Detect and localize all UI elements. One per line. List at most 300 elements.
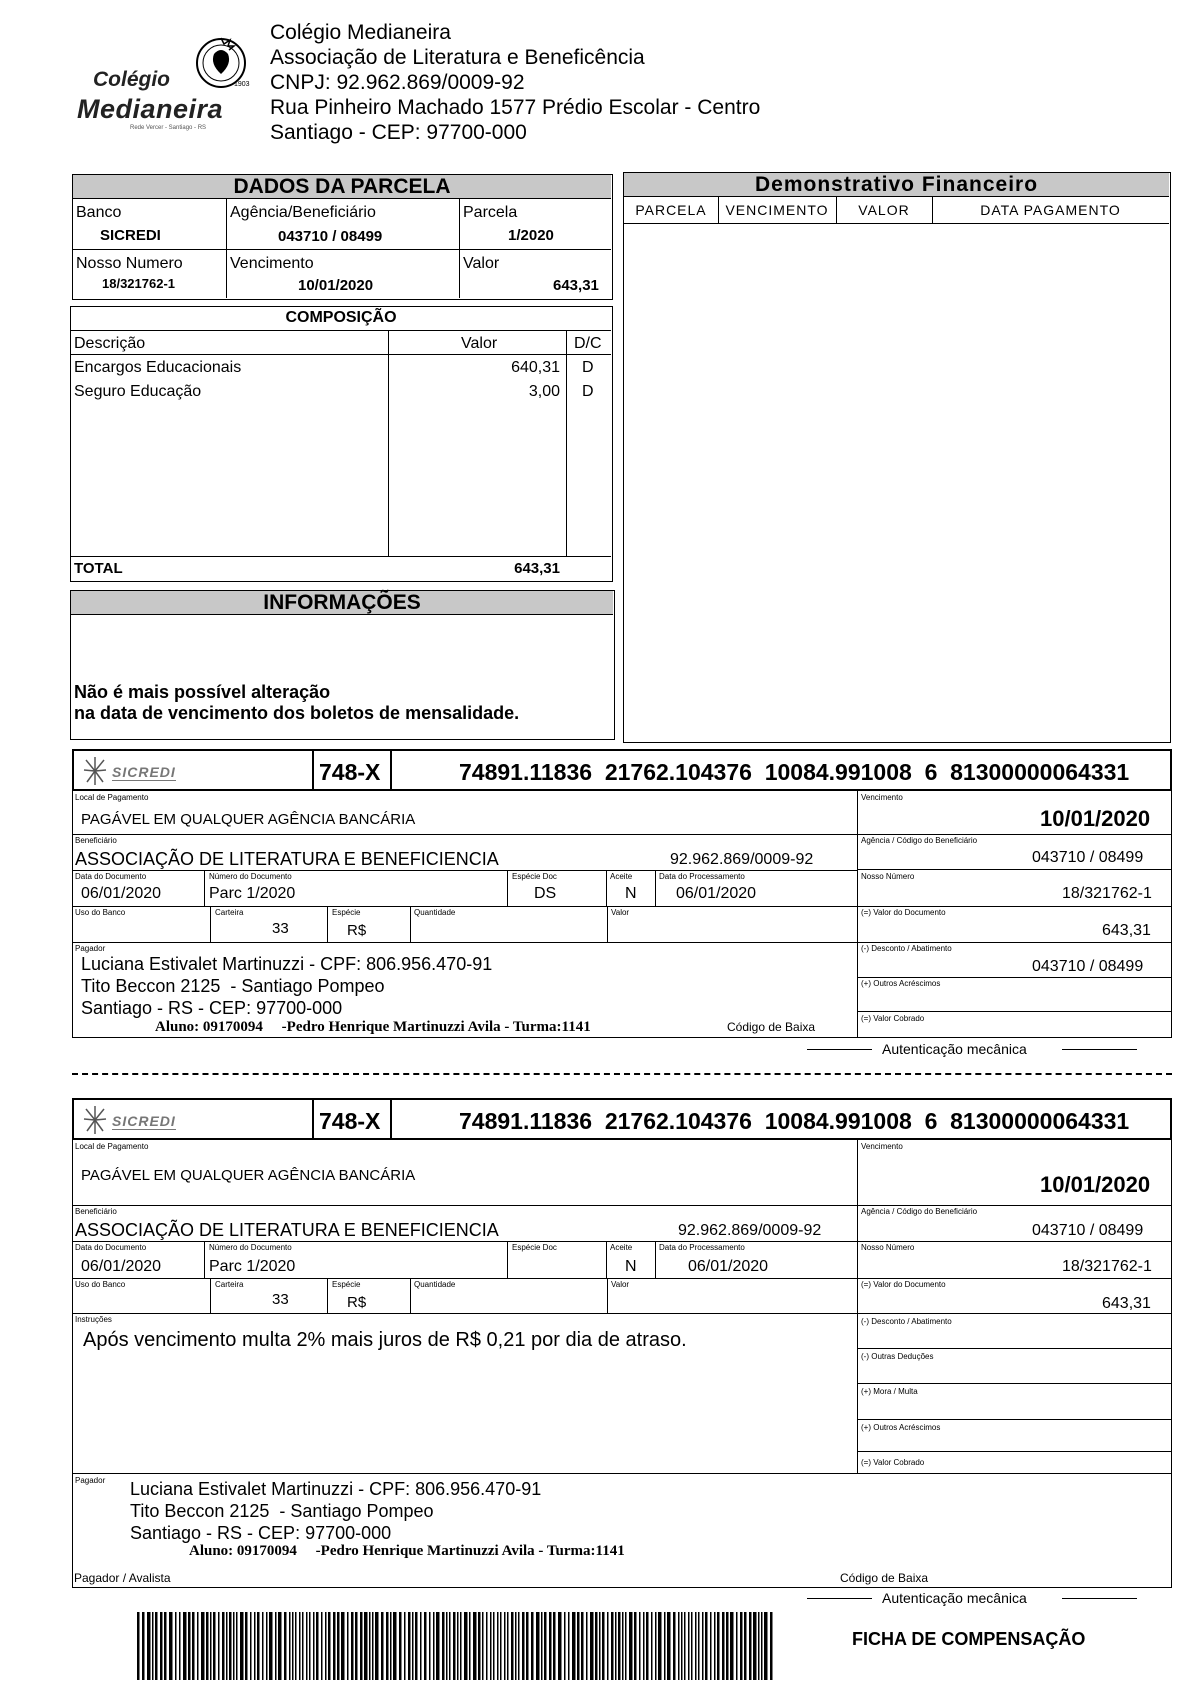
pagador-line2: Tito Beccon 2125 - Santiago Pompeo: [81, 976, 385, 996]
col-vencimento: VENCIMENTO: [725, 202, 829, 218]
barcode-bar: [515, 1612, 517, 1680]
barcode-bar: [722, 1612, 725, 1680]
banco-label: Banco: [76, 204, 122, 221]
pagador-avalista: Pagador / Avalista: [74, 1571, 171, 1585]
barcode-bar: [531, 1612, 534, 1680]
carteira-label: Carteira: [215, 1280, 244, 1289]
agencia-value: 043710 / 08499: [1032, 1222, 1144, 1239]
valor-cobrado-label: (=) Valor Cobrado: [861, 1458, 925, 1467]
barcode-bar: [658, 1612, 662, 1680]
barcode-bar: [549, 1612, 552, 1680]
autenticacao-label: Autenticação mecânica: [882, 1590, 1027, 1606]
logo-small: Rede Vercer - Santiago - RS: [130, 125, 207, 131]
outros-acresc-label: (+) Outros Acréscimos: [861, 979, 941, 988]
barcode-bar: [429, 1612, 431, 1680]
barcode-bar: [169, 1612, 173, 1680]
barcode-bar: [250, 1612, 252, 1680]
barcode-bar: [753, 1612, 757, 1680]
barcode-bar: [155, 1612, 158, 1680]
uso-label: Uso do Banco: [75, 908, 126, 917]
composicao-box: [70, 306, 613, 582]
cut-line: [72, 1073, 1172, 1075]
barcode-bar: [651, 1612, 653, 1680]
barcode-bar: [681, 1612, 683, 1680]
col-parcela: PARCELA: [635, 202, 707, 218]
barcode-bar: [586, 1612, 588, 1680]
barcode-bar: [595, 1612, 598, 1680]
boleto-ficha: [72, 1098, 1172, 1694]
data-proc-value: 06/01/2020: [676, 885, 757, 902]
especie-label: Espécie: [332, 1280, 361, 1289]
bank-code: 748-X: [319, 759, 381, 785]
nosso-value: 18/321762-1: [1062, 885, 1152, 902]
col-dc: D/C: [574, 335, 602, 352]
aceite-label: Aceite: [610, 872, 633, 881]
pagador-line1: Luciana Estivalet Martinuzzi - CPF: 806.956.470-91: [130, 1479, 542, 1499]
barcode-bar: [599, 1612, 601, 1680]
barcode-bar: [607, 1612, 609, 1680]
especie-doc-label: Espécie Doc: [512, 1243, 557, 1252]
barcode-bar: [473, 1612, 477, 1680]
table-row: [71, 359, 611, 381]
barcode-bar: [206, 1612, 209, 1680]
barcode-bar: [197, 1612, 199, 1680]
barcode-bar: [316, 1612, 319, 1680]
barcode-bar: [544, 1612, 547, 1680]
barcode-bar: [507, 1612, 509, 1680]
barcode-bar: [518, 1612, 520, 1680]
barcode-bar: [625, 1612, 627, 1680]
data-proc-label: Data do Processamento: [659, 1243, 745, 1252]
barcode-bar: [564, 1612, 566, 1680]
barcode-bar: [236, 1612, 238, 1680]
agencia-value: 043710 / 08499: [1032, 849, 1144, 866]
especie-label: Espécie: [332, 908, 361, 917]
ficha-compensacao-title: FICHA DE COMPENSAÇÃO: [852, 1629, 1086, 1649]
barcode-bar: [210, 1612, 212, 1680]
barcode-bar: [622, 1612, 624, 1680]
barcode-bar: [222, 1612, 225, 1680]
boleto-recibo: [72, 749, 1172, 1055]
barcode-bar: [299, 1612, 301, 1680]
valor-cobrado-label: (=) Valor Cobrado: [861, 1014, 925, 1023]
barcode-bar: [688, 1612, 690, 1680]
logo-line1: Colégio: [93, 68, 170, 91]
school-logo: [75, 32, 265, 132]
barcode-bar: [602, 1612, 605, 1680]
barcode-bar: [152, 1612, 154, 1680]
pagador-label: Pagador: [75, 944, 106, 953]
barcode-bar: [341, 1612, 345, 1680]
mora-label: (+) Mora / Multa: [861, 1387, 918, 1396]
barcode-bar: [684, 1612, 686, 1680]
especie-doc-label: Espécie Doc: [512, 872, 557, 881]
demonstrativo-title: Demonstrativo Financeiro: [624, 173, 1169, 197]
linha-digitavel: 74891.11836 21762.104376 10084.991008 6 81300000064331: [459, 759, 1130, 785]
parcela-label: Parcela: [463, 204, 518, 221]
venc-value: 10/01/2020: [1040, 806, 1151, 831]
benef-cnpj: 92.962.869/0009-92: [670, 851, 814, 868]
barcode-bar: [740, 1612, 743, 1680]
barcode-bar: [275, 1612, 277, 1680]
cnpj: CNPJ: 92.962.869/0009-92: [270, 71, 525, 94]
barcode-bar: [478, 1612, 481, 1680]
data-doc-label: Data do Documento: [75, 1243, 147, 1252]
barcode-bar: [705, 1612, 708, 1680]
nosso-value: 18/321762-1: [102, 276, 176, 291]
sicredi-logo-text: SICREDI: [112, 1113, 176, 1129]
barcode-bar: [493, 1612, 495, 1680]
barcode-bar: [175, 1612, 177, 1680]
instrucoes-label: Instruções: [75, 1315, 112, 1324]
boleto-header-row: [72, 1098, 1172, 1140]
num-doc-value: Parc 1/2020: [209, 1258, 296, 1275]
row-valor: 3,00: [528, 383, 560, 400]
barcode-bar: [702, 1612, 704, 1680]
uso-label: Uso do Banco: [75, 1280, 126, 1289]
barcode-bar: [698, 1612, 700, 1680]
barcode-bar: [229, 1612, 232, 1680]
nosso-value: 18/321762-1: [1062, 1258, 1152, 1275]
desconto-label: (-) Desconto / Abatimento: [861, 944, 952, 953]
dados-parcela-box: [72, 174, 613, 300]
barcode-bar: [678, 1612, 680, 1680]
outras-deducoes-label: (-) Outras Deduções: [861, 1352, 934, 1361]
school-emblem-icon: [190, 32, 252, 94]
nosso-label: Nosso Numero: [76, 255, 183, 272]
barcode-bar: [629, 1612, 633, 1680]
barcode-bar: [309, 1612, 311, 1680]
venc-value: 10/01/2020: [1040, 1172, 1151, 1197]
pagador-line3: Santiago - RS - CEP: 97700-000: [130, 1523, 392, 1543]
aceite-label: Aceite: [610, 1243, 633, 1252]
aluno-line: Aluno: 09170094 -Pedro Henrique Martinuzzi Avila - Turma:1141: [155, 1019, 591, 1035]
linha-digitavel: 74891.11836 21762.104376 10084.991008 6 81300000064331: [459, 1108, 1130, 1134]
informacoes-title: INFORMAÇÕES: [71, 591, 613, 615]
barcode-bar: [306, 1612, 308, 1680]
barcode-bar: [289, 1612, 291, 1680]
barcode-bar: [245, 1612, 248, 1680]
barcode-bar: [673, 1612, 676, 1680]
num-doc-label: Número do Documento: [209, 872, 292, 881]
barcode-bar: [399, 1612, 402, 1680]
barcode-bar: [313, 1612, 315, 1680]
barcode-bar: [218, 1612, 220, 1680]
barcode-bar: [639, 1612, 641, 1680]
barcode-bar: [736, 1612, 738, 1680]
total-value: 643,31: [514, 560, 560, 577]
info-line2: na data de vencimento dos boletos de mensalidade.: [74, 703, 520, 723]
pagador-line3: Santiago - RS - CEP: 97700-000: [81, 998, 343, 1018]
barcode-bar: [558, 1612, 562, 1680]
autenticacao-label: Autenticação mecânica: [882, 1041, 1027, 1057]
city-cep: Santiago - CEP: 97700-000: [270, 121, 527, 144]
barcode-bar: [714, 1612, 716, 1680]
venc-label: Vencimento: [861, 793, 903, 802]
barcode-bar: [333, 1612, 336, 1680]
barcode-bar: [192, 1612, 195, 1680]
address: Rua Pinheiro Machado 1577 Prédio Escolar - Centro: [270, 96, 761, 119]
dados-parcela-title: DADOS DA PARCELA: [73, 175, 611, 199]
barcode-bar: [420, 1612, 422, 1680]
barcode-bar: [618, 1612, 621, 1680]
banco-value: SICREDI: [100, 227, 161, 244]
logo-line2: Medianeira: [77, 94, 224, 124]
barcode-bar: [179, 1612, 181, 1680]
agencia-label: Agência / Código do Beneficiário: [861, 836, 978, 845]
row-desc: Seguro Educação: [74, 383, 202, 400]
barcode-bar: [284, 1612, 287, 1680]
benef-label: Beneficiário: [75, 1207, 117, 1216]
barcode-bar: [577, 1612, 580, 1680]
agencia-label: Agência / Código do Beneficiário: [861, 1207, 978, 1216]
barcode-bar: [393, 1612, 397, 1680]
barcode-bar: [147, 1612, 151, 1680]
vencimento-label: Vencimento: [230, 255, 314, 272]
barcode-bar: [412, 1612, 414, 1680]
barcode-bar: [497, 1612, 499, 1680]
barcode-bar: [457, 1612, 459, 1680]
data-doc-label: Data do Documento: [75, 872, 147, 881]
barcode-bar: [240, 1612, 244, 1680]
codigo-baixa: Código de Baixa: [840, 1571, 929, 1585]
barcode-bar: [164, 1612, 167, 1680]
bank-code: 748-X: [319, 1108, 381, 1134]
row-dc: D: [582, 383, 594, 400]
carteira-value: 33: [272, 920, 289, 937]
barcode-bar: [369, 1612, 371, 1680]
barcode-bar: [386, 1612, 389, 1680]
num-doc-value: Parc 1/2020: [209, 885, 296, 902]
barcode-bar: [749, 1612, 752, 1680]
boleto-header-row: [72, 749, 1172, 791]
local-value: PAGÁVEL EM QUALQUER AGÊNCIA BANCÁRIA: [81, 1167, 416, 1184]
row-desc: Encargos Educacionais: [74, 359, 242, 376]
barcode-bar: [634, 1612, 637, 1680]
valor-value: 643,31: [553, 277, 599, 294]
barcode-bar: [325, 1612, 327, 1680]
barcode-bar: [664, 1612, 666, 1680]
data-doc-value: 06/01/2020: [81, 1258, 162, 1275]
barcode-bar: [137, 1612, 140, 1680]
pagador-line2: Tito Beccon 2125 - Santiago Pompeo: [130, 1501, 434, 1521]
desconto-value: 043710 / 08499: [1032, 958, 1144, 975]
aceite-value: N: [625, 885, 637, 902]
valor-doc-value: 643,31: [1102, 922, 1151, 939]
carteira-label: Carteira: [215, 908, 244, 917]
barcode-bar: [761, 1612, 763, 1680]
barcode-bar: [770, 1612, 773, 1680]
row-valor: 640,31: [511, 359, 560, 376]
barcode-bar: [360, 1612, 363, 1680]
outros-acresc-label: (+) Outros Acréscimos: [861, 1423, 941, 1432]
barcode-bar: [490, 1612, 492, 1680]
col-descricao: Descrição: [74, 335, 146, 352]
barcode-bar: [691, 1612, 693, 1680]
barcode-bar: [590, 1612, 594, 1680]
barcode-bar: [188, 1612, 191, 1680]
aceite-value: N: [625, 1258, 637, 1275]
quant-label: Quantidade: [414, 908, 456, 917]
barcode-bar: [486, 1612, 488, 1680]
codigo-baixa: Código de Baixa: [727, 1020, 816, 1034]
barcode-bar: [364, 1612, 368, 1680]
nosso-label: Nosso Número: [861, 1243, 915, 1252]
barcode-bar: [442, 1612, 445, 1680]
barcode-bar: [183, 1612, 187, 1680]
barcode-bar: [726, 1612, 729, 1680]
barcode-bar: [433, 1612, 435, 1680]
benef-value: ASSOCIAÇÃO DE LITERATURA E BENEFICIENCIA: [75, 849, 499, 869]
barcode-bar: [226, 1612, 228, 1680]
barcode-bar: [372, 1612, 374, 1680]
valor-doc-label: (=) Valor do Documento: [861, 1280, 946, 1289]
barcode-bar: [262, 1612, 264, 1680]
barcode-bar: [302, 1612, 304, 1680]
instrucoes-value: Após vencimento multa 2% mais juros de R$ 0,21 por dia de atraso.: [83, 1329, 687, 1351]
barcode-bar: [347, 1612, 349, 1680]
col-data-pagamento: DATA PAGAMENTO: [980, 202, 1121, 218]
barcode-bar: [328, 1612, 331, 1680]
barcode-bar: [526, 1612, 529, 1680]
barcode-bar: [213, 1612, 216, 1680]
barcode-bar: [758, 1612, 760, 1680]
barcode-bar: [160, 1612, 163, 1680]
barcode-bar: [292, 1612, 294, 1680]
data-doc-value: 06/01/2020: [81, 885, 162, 902]
barcode-bar: [615, 1612, 617, 1680]
barcode-bar: [482, 1612, 484, 1680]
barcode-bar: [355, 1612, 358, 1680]
sicredi-logo-icon: [82, 1104, 108, 1136]
informacoes-box: [70, 590, 615, 740]
benef-cnpj: 92.962.869/0009-92: [678, 1222, 822, 1239]
barcode-bar: [522, 1612, 525, 1680]
especie-doc-value: DS: [534, 885, 557, 902]
local-label: Local de Pagamento: [75, 1142, 149, 1151]
barcode-bar: [744, 1612, 747, 1680]
barcode-bar: [553, 1612, 556, 1680]
barcode-bar: [453, 1612, 456, 1680]
agencia-label: Agência/Beneficiário: [230, 204, 376, 221]
pagador-label: Pagador: [75, 1476, 106, 1485]
total-label: TOTAL: [74, 560, 123, 577]
parcela-value: 1/2020: [508, 227, 554, 244]
barcode-bar: [764, 1612, 768, 1680]
barcode-bar: [436, 1612, 440, 1680]
barcode-bar: [710, 1612, 712, 1680]
benef-label: Beneficiário: [75, 836, 117, 845]
barcode-bar: [278, 1612, 282, 1680]
barcode-bar: [321, 1612, 323, 1680]
demonstrativo-box: [623, 172, 1171, 743]
barcode-bar: [337, 1612, 340, 1680]
table-row: [71, 383, 611, 405]
barcode-bar: [464, 1612, 468, 1680]
barcode-bar: [142, 1612, 145, 1680]
barcode: [137, 1612, 777, 1680]
barcode-bar: [375, 1612, 379, 1680]
barcode-bar: [415, 1612, 418, 1680]
barcode-bar: [717, 1612, 720, 1680]
barcode-bar: [572, 1612, 576, 1680]
especie-value: R$: [347, 922, 367, 939]
school-info: [270, 20, 760, 145]
school-name: Colégio Medianeira: [270, 21, 451, 44]
barcode-bar: [536, 1612, 540, 1680]
barcode-bar: [351, 1612, 354, 1680]
data-proc-label: Data do Processamento: [659, 872, 745, 881]
col-valor: Valor: [461, 335, 498, 352]
vencimento-value: 10/01/2020: [298, 277, 374, 294]
barcode-bar: [254, 1612, 256, 1680]
barcode-bar: [460, 1612, 462, 1680]
valor-doc-label: (=) Valor do Documento: [861, 908, 946, 917]
barcode-bar: [269, 1612, 273, 1680]
nosso-label: Nosso Número: [861, 872, 915, 881]
barcode-bar: [446, 1612, 448, 1680]
barcode-bar: [295, 1612, 297, 1680]
barcode-bar: [504, 1612, 506, 1680]
barcode-bar: [611, 1612, 614, 1680]
num-doc-label: Número do Documento: [209, 1243, 292, 1252]
barcode-bar: [469, 1612, 471, 1680]
local-value: PAGÁVEL EM QUALQUER AGÊNCIA BANCÁRIA: [81, 811, 416, 828]
barcode-bar: [449, 1612, 451, 1680]
barcode-bar: [655, 1612, 657, 1680]
carteira-value: 33: [272, 1291, 289, 1308]
barcode-bar: [266, 1612, 268, 1680]
composicao-title: COMPOSIÇÃO: [285, 309, 397, 326]
data-proc-value: 06/01/2020: [688, 1258, 769, 1275]
association-name: Associação de Literatura e Beneficência: [270, 46, 645, 69]
barcode-bar: [500, 1612, 502, 1680]
row-dc: D: [582, 359, 594, 376]
valor-label: Valor: [611, 1280, 630, 1289]
agencia-value: 043710 / 08499: [278, 228, 383, 245]
barcode-bar: [404, 1612, 406, 1680]
sicredi-logo-text: SICREDI: [112, 764, 176, 780]
barcode-bar: [257, 1612, 260, 1680]
valor-doc-value: 643,31: [1102, 1295, 1151, 1312]
info-line1: Não é mais possível alteração: [74, 682, 331, 702]
barcode-bar: [201, 1612, 205, 1680]
barcode-bar: [381, 1612, 384, 1680]
local-label: Local de Pagamento: [75, 793, 149, 802]
sicredi-logo-icon: [82, 755, 108, 787]
barcode-bar: [581, 1612, 584, 1680]
barcode-bar: [424, 1612, 427, 1680]
barcode-bar: [233, 1612, 235, 1680]
barcode-bar: [568, 1612, 570, 1680]
svg-text:1903: 1903: [234, 81, 250, 88]
venc-label: Vencimento: [861, 1142, 903, 1151]
col-valor: VALOR: [858, 202, 910, 218]
barcode-bar: [695, 1612, 697, 1680]
aluno-line: Aluno: 09170094 -Pedro Henrique Martinuzzi Avila - Turma:1141: [189, 1543, 625, 1559]
benef-value: ASSOCIAÇÃO DE LITERATURA E BENEFICIENCIA: [75, 1220, 499, 1240]
especie-value: R$: [347, 1294, 367, 1311]
barcode-bar: [643, 1612, 645, 1680]
barcode-bar: [511, 1612, 514, 1680]
barcode-bar: [408, 1612, 411, 1680]
barcode-bar: [646, 1612, 649, 1680]
valor-label: Valor: [463, 255, 500, 272]
desconto-label: (-) Desconto / Abatimento: [861, 1317, 952, 1326]
barcode-bar: [667, 1612, 671, 1680]
quant-label: Quantidade: [414, 1280, 456, 1289]
valor-label: Valor: [611, 908, 630, 917]
